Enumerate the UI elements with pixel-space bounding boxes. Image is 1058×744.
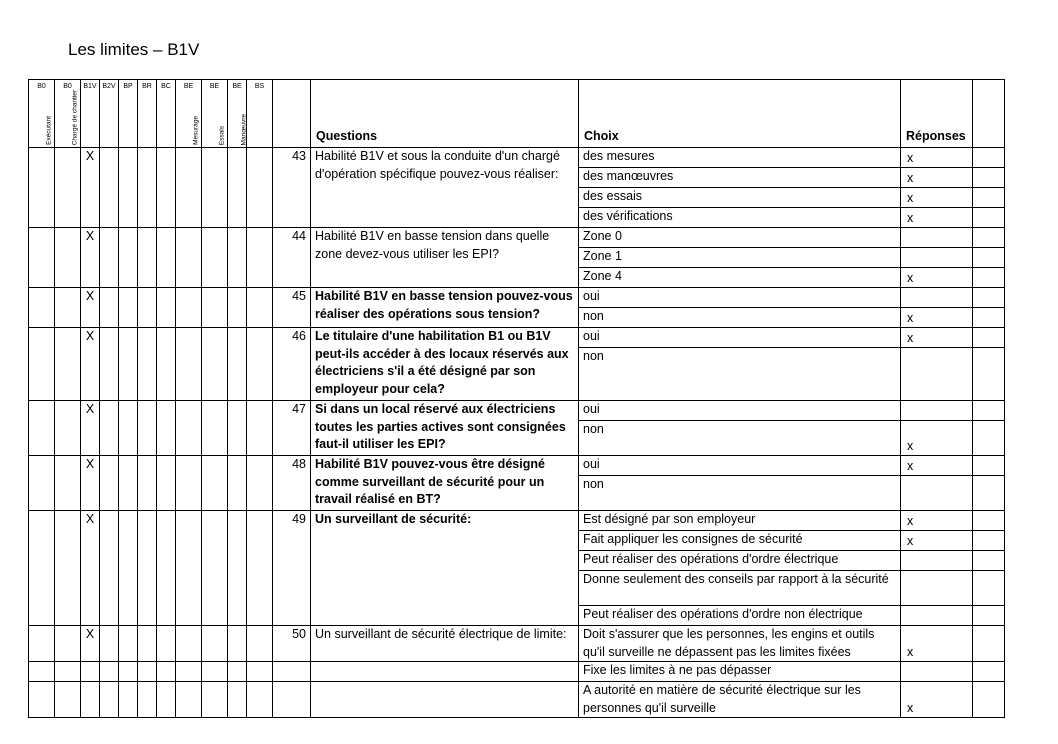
header-level-cell [138,80,157,148]
level-mark-cell [119,228,138,288]
header-level-cell [202,80,228,148]
answer-mark [901,288,973,308]
choice-text: Doit s'assurer que les personnes, les engins et outils qu'il surveille ne dépassent pas les limites fixées [579,626,901,662]
level-mark-cell [228,682,247,718]
level-mark-cell [100,511,119,626]
choice-text: Zone 1 [579,248,901,268]
question-number: 45 [273,288,311,328]
level-mark-cell [228,456,247,511]
level-mark-cell [176,682,202,718]
level-mark-cell: X [81,626,100,662]
level-mark-cell [228,626,247,662]
level-mark-cell [202,328,228,401]
header-questions-label: Questions [316,128,378,143]
extra-cell [973,228,1005,248]
level-mark-cell [138,456,157,511]
header-reponses-cell [901,80,973,148]
level-mark-cell [29,456,55,511]
extra-cell [973,662,1005,682]
extra-cell [973,511,1005,531]
level-mark-cell [138,401,157,456]
question-text: Habilité B1V en basse tension pouvez-vous réaliser des opérations sous tension? [311,288,579,328]
extra-cell [973,188,1005,208]
choice-text: oui [579,401,901,421]
answer-mark [901,551,973,571]
table-row [29,401,1005,421]
header-level-cell [81,80,100,148]
level-mark-cell [100,662,119,682]
choice-text: non [579,476,901,511]
choice-text: des vérifications [579,208,901,228]
level-mark-cell [119,288,138,328]
level-mark-cell [202,228,228,288]
level-mark-cell [100,456,119,511]
question-text: Le titulaire d'une habilitation B1 ou B1V peut-ils accéder à des locaux réservés aux électriciens s'il a été désigné par son employeur pour cela? [311,328,579,401]
choice-text: non [579,308,901,328]
level-mark-cell [55,456,81,511]
question-text: Habilité B1V pouvez-vous être désigné comme surveillant de sécurité pour un travail réalisé en BT? [311,456,579,511]
level-mark-cell [176,228,202,288]
answer-mark: x [901,531,973,551]
extra-cell [973,421,1005,456]
header-row [29,80,1005,148]
level-sublabel: Chargé de chantier [71,89,78,145]
extra-cell [973,571,1005,606]
answer-mark: x [901,308,973,328]
answer-mark: x [901,421,973,456]
level-mark-cell [100,401,119,456]
level-mark-cell: X [81,511,100,626]
level-label: BS [254,83,265,90]
level-mark-cell [100,626,119,662]
level-mark-cell [176,148,202,228]
level-mark-cell [138,511,157,626]
level-label: B0 [63,83,72,90]
level-mark-cell [247,626,273,662]
level-mark-cell [247,328,273,401]
choice-text: Fixe les limites à ne pas dépasser [579,662,901,682]
level-mark-cell: X [81,328,100,401]
level-mark-cell: X [81,148,100,228]
extra-cell [973,401,1005,421]
level-mark-cell [247,228,273,288]
level-mark-cell [138,682,157,718]
choice-text: Est désigné par son employeur [579,511,901,531]
level-mark-cell [55,511,81,626]
level-mark-cell [119,328,138,401]
table-row [29,682,1005,718]
level-mark-cell: X [81,456,100,511]
level-label: B1V [83,83,97,90]
question-number: 49 [273,511,311,626]
extra-cell [973,288,1005,308]
level-mark-cell [55,288,81,328]
question-number: 46 [273,328,311,401]
answer-mark: x [901,328,973,348]
header-level-cell [55,80,81,148]
level-label: BE [232,83,242,90]
answer-mark: x [901,268,973,288]
level-mark-cell [138,328,157,401]
quiz-table [28,79,1005,718]
header-num-cell [273,80,311,148]
extra-cell [973,476,1005,511]
answer-mark: x [901,168,973,188]
level-mark-cell [247,682,273,718]
level-mark-cell [138,662,157,682]
level-mark-cell [100,228,119,288]
answer-mark: x [901,682,973,718]
page-title: Les limites – B1V [68,40,200,59]
level-mark-cell [138,228,157,288]
level-mark-cell [29,228,55,288]
level-mark-cell [228,511,247,626]
level-mark-cell [119,148,138,228]
level-label: BE [209,83,220,90]
level-mark-cell [138,148,157,228]
extra-cell [973,168,1005,188]
level-mark-cell [228,228,247,288]
extra-cell [973,348,1005,401]
level-mark-cell [157,288,176,328]
level-mark-cell [176,511,202,626]
level-mark-cell [228,148,247,228]
level-mark-cell [202,662,228,682]
level-mark-cell: X [81,228,100,288]
choice-text: des manœuvres [579,168,901,188]
table-row [29,511,1005,531]
level-mark-cell [247,511,273,626]
level-mark-cell [29,682,55,718]
level-mark-cell [176,401,202,456]
level-mark-cell [228,662,247,682]
level-mark-cell [29,328,55,401]
choice-text: des essais [579,188,901,208]
level-mark-cell [119,682,138,718]
question-text: Un surveillant de sécurité électrique de limite: [311,626,579,662]
header-level-cell [157,80,176,148]
choice-text: oui [579,456,901,476]
level-mark-cell [100,682,119,718]
header-extra-cell [973,80,1005,148]
level-mark-cell [176,328,202,401]
level-mark-cell [176,456,202,511]
level-mark-cell [29,288,55,328]
level-mark-cell [228,328,247,401]
table-row [29,228,1005,248]
level-mark-cell [55,682,81,718]
choice-text: Zone 4 [579,268,901,288]
level-mark-cell [202,682,228,718]
table-row [29,328,1005,348]
question-text: Si dans un local réservé aux électriciens toutes les parties actives sont consignées faut-il utiliser les EPI? [311,401,579,456]
answer-mark [901,606,973,626]
header-reponses-label: Réponses [906,128,966,143]
level-mark-cell [157,511,176,626]
answer-mark: x [901,188,973,208]
level-mark-cell [157,148,176,228]
header-level-cell [228,80,247,148]
level-mark-cell [119,626,138,662]
level-mark-cell [100,148,119,228]
header-questions-cell [311,80,579,148]
choice-text: Zone 0 [579,228,901,248]
extra-cell [973,308,1005,328]
answer-mark: x [901,626,973,662]
header-choix-cell [579,80,901,148]
question-text: Habilité B1V en basse tension dans quelle zone devez-vous utiliser les EPI? [311,228,579,288]
level-mark-cell [157,662,176,682]
level-mark-cell [138,288,157,328]
answer-mark [901,248,973,268]
level-mark-cell [247,662,273,682]
level-mark-cell [157,228,176,288]
header-level-cell [100,80,119,148]
level-mark-cell: X [81,401,100,456]
answer-mark: x [901,208,973,228]
level-mark-cell [202,456,228,511]
question-number: 47 [273,401,311,456]
choice-text: des mesures [579,148,901,168]
table-row [29,456,1005,476]
level-mark-cell [29,148,55,228]
extra-cell [973,551,1005,571]
answer-mark [901,228,973,248]
level-mark-cell [119,401,138,456]
level-mark-cell [55,662,81,682]
extra-cell [973,682,1005,718]
level-label: BR [142,83,152,90]
extra-cell [973,531,1005,551]
extra-cell [973,606,1005,626]
level-mark-cell [228,401,247,456]
answer-mark: x [901,148,973,168]
question-number: 48 [273,456,311,511]
header-level-cell [176,80,202,148]
level-mark-cell [247,401,273,456]
level-mark-cell [119,662,138,682]
extra-cell [973,268,1005,288]
level-mark-cell [157,456,176,511]
level-mark-cell [247,288,273,328]
level-mark-cell [176,626,202,662]
header-level-cell [29,80,55,148]
level-mark-cell [55,148,81,228]
level-mark-cell [119,456,138,511]
table-row [29,148,1005,168]
level-mark-cell [29,511,55,626]
question-text [311,682,579,718]
level-mark-cell [29,662,55,682]
choice-text: non [579,348,901,401]
question-number: 43 [273,148,311,228]
level-label: BE [183,83,194,90]
level-mark-cell [157,328,176,401]
question-text [311,662,579,682]
level-mark-cell [157,626,176,662]
level-mark-cell [29,626,55,662]
level-mark-cell [202,626,228,662]
level-mark-cell [55,328,81,401]
table-row [29,288,1005,308]
question-number: 44 [273,228,311,288]
choice-text: oui [579,328,901,348]
level-mark-cell [228,288,247,328]
answer-mark: x [901,456,973,476]
answer-mark: x [901,511,973,531]
level-sublabel: Mesurage [192,116,199,145]
answer-mark [901,662,973,682]
level-mark-cell [100,328,119,401]
level-mark-cell [81,662,100,682]
header-level-cell [247,80,273,148]
header-choix-label: Choix [584,128,619,143]
level-sublabel: Essais [218,125,225,145]
level-label: BP [123,83,133,90]
question-text: Habilité B1V et sous la conduite d'un chargé d'opération spécifique pouvez-vous réaliser: [311,148,579,228]
level-mark-cell [29,401,55,456]
level-mark-cell [202,511,228,626]
level-sublabel: Manœuvre [240,113,248,145]
choice-text: Donne seulement des conseils par rapport à la sécurité [579,571,901,606]
level-label: B0 [37,83,46,90]
extra-cell [973,208,1005,228]
table-row [29,626,1005,662]
table-row [29,662,1005,682]
level-mark-cell [157,682,176,718]
level-mark-cell [100,288,119,328]
extra-cell [973,456,1005,476]
level-mark-cell: X [81,288,100,328]
question-text: Un surveillant de sécurité: [311,511,579,626]
level-mark-cell [138,626,157,662]
question-number: 50 [273,626,311,662]
level-mark-cell [247,456,273,511]
level-mark-cell [55,401,81,456]
answer-mark [901,571,973,606]
header-level-cell [119,80,138,148]
question-number [273,682,311,718]
level-sublabel: Exécutant [45,116,52,145]
level-mark-cell [119,511,138,626]
level-mark-cell [202,288,228,328]
level-mark-cell [247,148,273,228]
choice-text: A autorité en matière de sécurité électrique sur les personnes qu'il surveille [579,682,901,718]
level-mark-cell [176,662,202,682]
choice-text: non [579,421,901,456]
level-mark-cell [202,148,228,228]
extra-cell [973,248,1005,268]
level-label: B2V [102,83,116,90]
answer-mark [901,348,973,401]
level-mark-cell [176,288,202,328]
choice-text: Peut réaliser des opérations d'ordre non électrique [579,606,901,626]
answer-mark [901,401,973,421]
choice-text: Peut réaliser des opérations d'ordre électrique [579,551,901,571]
choice-text: Fait appliquer les consignes de sécurité [579,531,901,551]
question-number [273,662,311,682]
level-mark-cell [202,401,228,456]
extra-cell [973,328,1005,348]
extra-cell [973,148,1005,168]
level-mark-cell [81,682,100,718]
level-mark-cell [55,626,81,662]
level-mark-cell [157,401,176,456]
level-label: BC [161,83,171,90]
answer-mark [901,476,973,511]
level-mark-cell [55,228,81,288]
extra-cell [973,626,1005,662]
choice-text: oui [579,288,901,308]
